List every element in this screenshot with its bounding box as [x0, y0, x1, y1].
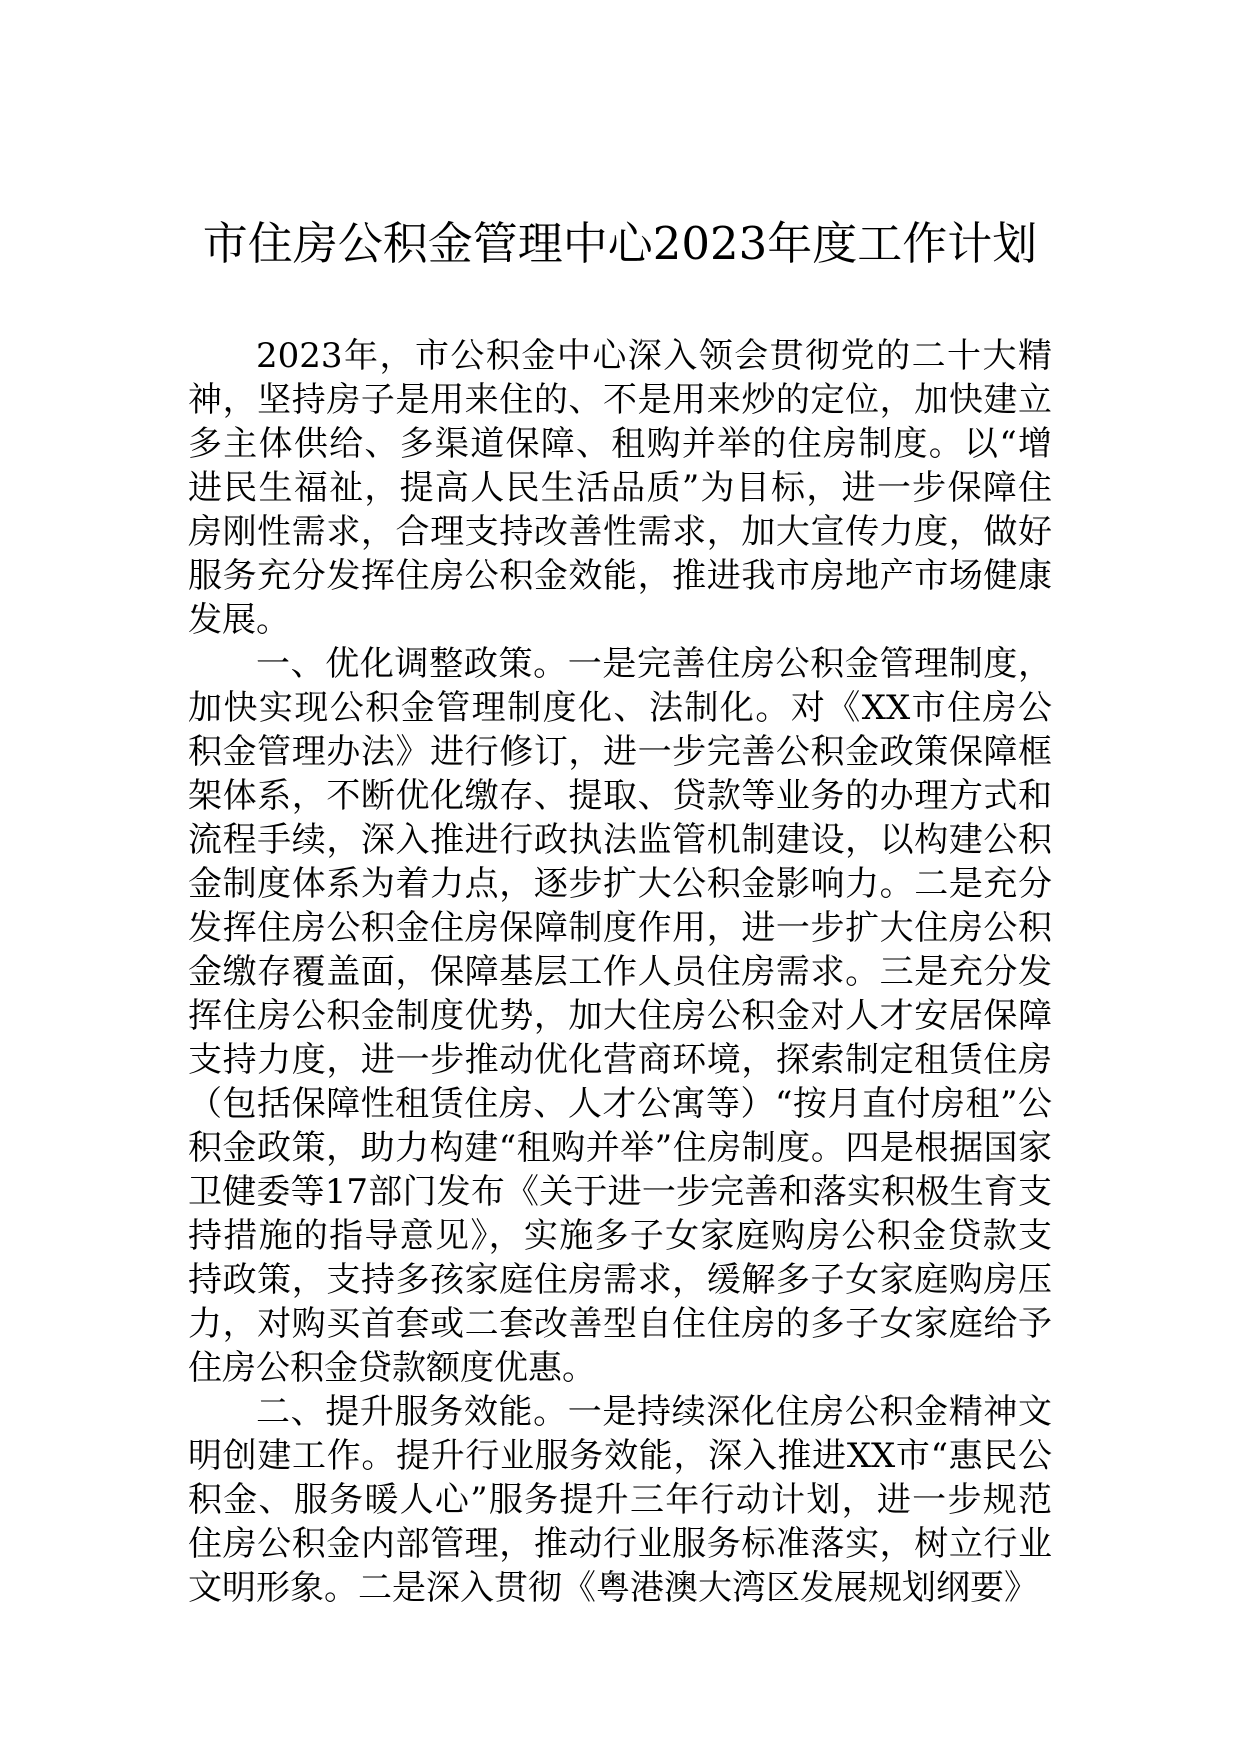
document-body: [188, 334, 1052, 1610]
paragraph-section-1: 一、优化调整政策。一是完善住房公积金管理制度，加快实现公积金管理制度化、法制化。对《XX市住房公积金管理办法》进行修订，进一步完善公积金政策保障框架体系，不断优化缴存、提取、贷款等业务的办理方式和流程手续，深入推进行政执法监管机制建设，以构建公积金制度体系为着力点，逐步扩大公积金影响力。二是充分发挥住房公积金住房保障制度作用，进一步扩大住房公积金缴存覆盖面，保障基层工作人员住房需求。三是充分发挥住房公积金制度优势，加大住房公积金对人才安居保障支持力度，进一步推动优化营商环境，探索制定租赁住房（包括保障性租赁住房、人才公寓等）“按月直付房租”公积金政策，助力构建“租购并举”住房制度。四是根据国家卫健委等17部门发布《关于进一步完善和落实积极生育支持措施的指导意见》，实施多子女家庭购房公积金贷款支持政策，支持多孩家庭住房需求，缓解多子女家庭购房压力，对购买首套或二套改善型自住住房的多子女家庭给予住房公积金贷款额度优惠。: [188, 644, 1052, 1388]
paragraph-section-2: 二、提升服务效能。一是持续深化住房公积金精神文明创建工作。提升行业服务效能，深入推进XX市“惠民公积金、服务暖人心”服务提升三年行动计划，进一步规范住房公积金内部管理，推动行业服务标准落实，树立行业文明形象。二是深入贯彻《粤港澳大湾区发展规划纲要》: [188, 1392, 1052, 1608]
paragraph-intro: 2023年，市公积金中心深入领会贯彻党的二十大精神，坚持房子是用来住的、不是用来炒的定位，加快建立多主体供给、多渠道保障、租购并举的住房制度。以“增进民生福祉，提高人民生活品质”为目标，进一步保障住房刚性需求，合理支持改善性需求，加大宣传力度，做好服务充分发挥住房公积金效能，推进我市房地产市场健康发展。: [188, 336, 1052, 640]
document-title: 市住房公积金管理中心2023年度工作计划: [202, 217, 1038, 270]
